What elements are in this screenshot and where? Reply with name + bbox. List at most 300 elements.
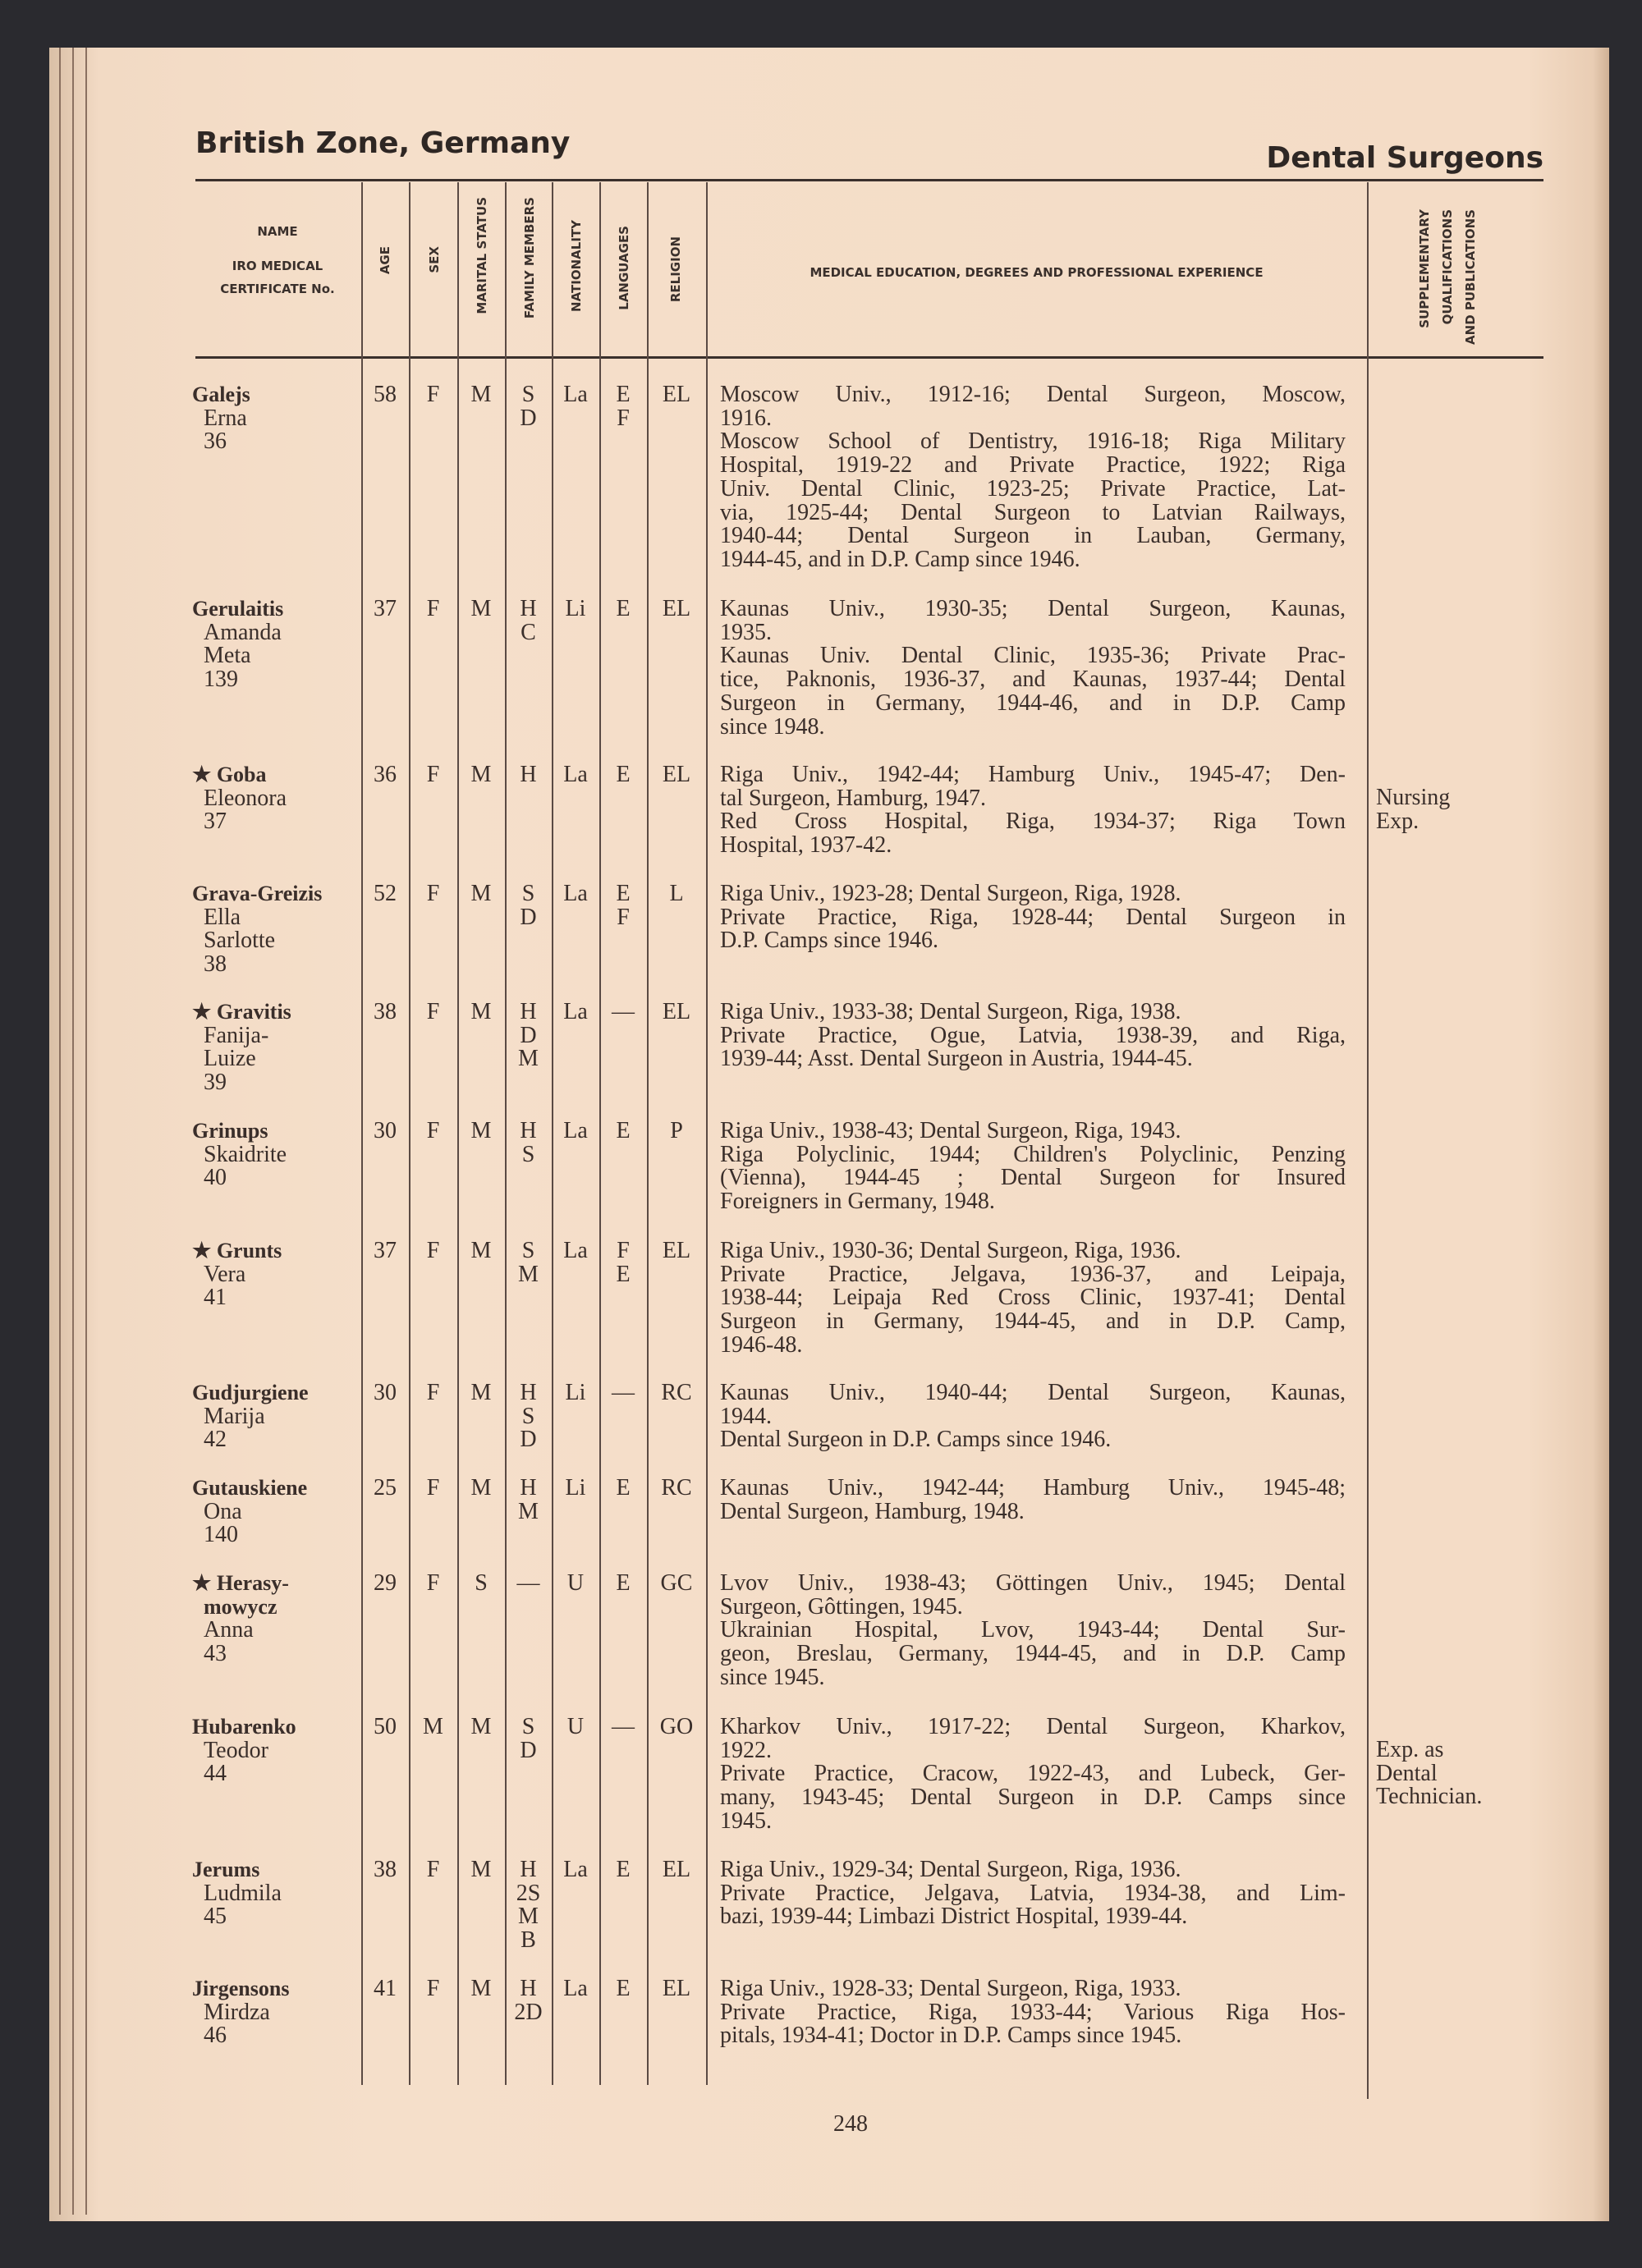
header-top-rule [195,179,1543,181]
sex-cell [409,383,457,407]
sex-cell [409,763,457,787]
religion-value: P [670,1118,683,1143]
nationality-value: Li [565,596,586,621]
experience-line: Private Practice, Jelgava, Latvia, 1934-38, and Lim- [720,1880,1346,1906]
name-cell [192,763,365,834]
family-cell [505,1858,552,1953]
name-cell [192,1716,365,1786]
supplementary-header-line-2: QUALIFICATIONS [1440,209,1455,325]
family-value: S [521,382,535,407]
experience-line: Riga Polyclinic, 1944; Children's Polyclinic, Penzing [720,1141,1346,1167]
given-name: Teodor [204,1737,268,1763]
age-cell [361,882,409,906]
languages-cell [599,763,647,787]
religion-cell [647,1977,706,2001]
sex-cell [409,1120,457,1143]
languages-value: E [616,1475,631,1501]
experience-paragraph [720,2001,1346,2048]
nationality-cell [552,598,599,621]
family-value: S [521,1714,535,1739]
given-name: Vera [204,1261,246,1287]
name-cell [192,1120,365,1190]
family-cell [505,598,552,644]
family-cell [505,1120,552,1166]
age-cell [361,1572,409,1596]
sex-value: F [426,596,440,621]
age-cell [361,383,409,407]
surname: Herasy- [216,1571,289,1595]
languages-value: E [616,762,631,787]
experience-line: (Vienna), 1944-45 ; Dental Surgeon for Insured [720,1165,1346,1191]
nationality-cell [552,763,599,787]
family-value: M [518,1498,539,1524]
age-value: 38 [374,999,397,1024]
age-cell [361,1120,409,1143]
experience-line: Kaunas Univ., 1930-35; Dental Surgeon, Kaunas, [720,596,1346,621]
languages-cell [599,383,647,430]
marital-cell [457,1977,505,2001]
nationality-value: La [563,1857,588,1882]
experience-paragraph [720,1001,1346,1024]
supplementary-header-line-1: SUPPLEMENTARY [1417,209,1432,328]
experience-line: Kaunas Univ., 1942-44; Hamburg Univ., 1945-48; [720,1475,1346,1501]
experience-cell [720,882,1346,953]
religion-cell [647,1716,706,1739]
languages-cell [599,1239,647,1286]
marital-cell [457,882,505,906]
star-icon: ★ [192,1239,217,1262]
family-value: S [521,881,535,906]
family-value: D [520,1427,537,1453]
languages-value: E [616,1570,631,1596]
surname: Grunts [216,1239,282,1262]
certificate-number: 44 [204,1761,227,1787]
marital-cell [457,1477,505,1501]
age-cell [361,1381,409,1405]
experience-line: 1916. [720,405,772,431]
religion-value: EL [662,596,691,621]
surname: mowycz [204,1594,277,1619]
languages-value: E [616,1118,631,1143]
marital-cell [457,1001,505,1024]
nationality-cell [552,1572,599,1596]
certificate-number: 42 [204,1427,227,1453]
experience-paragraph [720,383,1346,430]
star-icon: ★ [192,1571,217,1595]
age-value: 30 [374,1380,397,1405]
marital-cell [457,1572,505,1596]
supplementary-line: Technician. [1376,1784,1483,1810]
languages-value: E [616,1857,631,1882]
experience-line: since 1945. [720,1664,825,1690]
family-value: C [521,619,536,645]
experience-paragraph [720,1024,1346,1071]
experience-line: Riga Univ., 1928-33; Dental Surgeon, Riga, 1933. [720,1976,1181,2001]
surname: Jirgensons [192,1977,290,2000]
name-cell [192,1977,365,2048]
marital-cell [457,1716,505,1739]
experience-line: Riga Univ., 1923-28; Dental Surgeon, Riga, 1928. [720,881,1181,906]
languages-value: E [616,881,631,906]
family-value: H [520,1475,537,1501]
surname-line [192,763,365,787]
given-name: Fanija- [204,1022,269,1048]
nationality-cell [552,1120,599,1143]
sex-cell [409,1001,457,1024]
page-stack-edge [85,48,87,2215]
family-cell [505,1239,552,1286]
marital-cell [457,763,505,787]
surname: Gudjurgiene [192,1381,309,1404]
experience-paragraph [720,906,1346,953]
sex-cell [409,1239,457,1263]
marital-cell [457,1858,505,1882]
supplementary-line: Exp. [1376,808,1420,834]
name-cell [192,1381,365,1452]
religion-value: RC [661,1475,692,1501]
marital-cell [457,1120,505,1143]
experience-line: geon, Breslau, Germany, 1944-45, and in D.P. Camp [720,1641,1346,1667]
sex-cell [409,1477,457,1501]
given-name: Mirdza [204,1999,270,2025]
sex-column-header: SEX [427,246,442,273]
religion-value: EL [662,1238,691,1263]
family-value: D [520,405,537,431]
experience-cell [720,383,1346,572]
nationality-value: La [563,382,588,407]
marital-value: M [470,1976,492,2001]
sex-value: F [426,1238,440,1263]
experience-paragraph [720,882,1346,906]
nationality-cell [552,882,599,906]
religion-value: GC [660,1570,693,1596]
religion-value: GO [659,1714,694,1739]
experience-paragraph [720,1762,1346,1833]
family-value: 2D [514,1999,543,2025]
section-title: Dental Surgeons [1266,141,1543,175]
nationality-value: La [563,1118,588,1143]
given-name: Ella [204,904,241,930]
marital-value: M [470,999,492,1024]
nationality-value: La [563,999,588,1024]
religion-cell [647,1858,706,1882]
family-value: B [521,1927,536,1954]
marital-cell [457,383,505,407]
experience-cell [720,1977,1346,2048]
experience-line: Lvov Univ., 1938-43; Göttingen Univ., 1945; Dental [720,1570,1346,1596]
experience-line: Foreigners in Germany, 1948. [720,1189,995,1215]
sex-value: F [426,1118,440,1143]
sex-value: F [426,1570,440,1596]
religion-column-header: RELIGION [668,236,683,303]
experience-cell [720,598,1346,739]
religion-value: RC [661,1380,692,1405]
page-stack-edge [59,48,61,2215]
experience-cell [720,1001,1346,1071]
languages-cell [599,1120,647,1143]
nationality-value: La [563,881,588,906]
given-name: Marija [204,1403,265,1429]
experience-line: Hospital, 1919-22 and Private Practice, 1922; Riga [720,452,1346,479]
experience-line: Moscow Univ., 1912-16; Dental Surgeon, Moscow, [720,382,1346,407]
supplementary-header-line-3: AND PUBLICATIONS [1463,209,1478,345]
experience-line: 1939-44; Asst. Dental Surgeon in Austria, 1944-45. [720,1046,1193,1072]
experience-line: Riga Univ., 1938-43; Dental Surgeon, Riga, 1943. [720,1118,1181,1143]
experience-line: Riga Univ., 1942-44; Hamburg Univ., 1945-47; Den- [720,762,1346,787]
given-name: Luize [204,1046,256,1072]
surname: Galejs [192,383,250,406]
religion-value: EL [662,382,691,407]
languages-cell [599,1001,647,1024]
experience-line: Ukrainian Hospital, Lvov, 1943-44; Dental Sur- [720,1617,1346,1643]
age-cell [361,1858,409,1882]
nationality-cell [552,383,599,407]
family-value: D [520,1737,537,1763]
family-value: S [521,1403,535,1429]
experience-line: 1945. [720,1808,772,1834]
religion-value: EL [662,762,691,787]
experience-paragraph [720,1572,1346,1619]
family-value: D [520,904,537,930]
family-cell [505,1001,552,1071]
languages-cell [599,1381,647,1405]
nationality-value: Li [565,1475,586,1501]
certificate-number: 39 [204,1070,227,1096]
surname: Gerulaitis [192,597,284,621]
sex-value: F [426,1857,440,1882]
experience-paragraph [720,1120,1346,1143]
experience-line: 1938-44; Leipaja Red Cross Clinic, 1937-41; Dental [720,1285,1346,1311]
experience-paragraph [720,1143,1346,1214]
religion-cell [647,1001,706,1024]
family-value: S [521,1141,535,1167]
experience-paragraph [720,430,1346,571]
languages-value: E [616,596,631,621]
experience-line: Red Cross Hospital, Riga, 1934-37; Riga Town [720,809,1346,835]
name-cell [192,1239,365,1310]
marital-status-column-header: MARITAL STATUS [475,197,489,314]
name-cell [192,1001,365,1095]
experience-line: 1944. [720,1403,772,1429]
certificate-number: 36 [204,428,227,455]
religion-value: L [669,881,684,906]
given-name: Anna [204,1617,254,1643]
surname: Grava-Greizis [192,882,323,905]
experience-line: Riga Univ., 1933-38; Dental Surgeon, Riga, 1938. [720,999,1181,1024]
sex-value: F [426,1380,440,1405]
nationality-cell [552,1977,599,2001]
family-value: 2S [516,1880,541,1906]
name-column-header [195,220,360,300]
experience-cell [720,1120,1346,1214]
name-cell [192,1858,365,1929]
column-divider [1367,182,1369,2099]
nationality-value: U [566,1570,585,1596]
experience-line: Hospital, 1937-42. [720,832,892,859]
column-divider [706,182,708,2085]
supplementary-line: Dental [1376,1760,1438,1786]
family-value: M [518,1046,539,1072]
languages-cell [599,882,647,929]
name-cell [192,1477,365,1547]
family-cell [505,1381,552,1452]
marital-value: M [470,382,492,407]
languages-cell [599,1977,647,2001]
experience-cell [720,1381,1346,1452]
experience-paragraph [720,1977,1346,2001]
age-value: 38 [374,1857,397,1882]
languages-cell [599,1572,647,1596]
certificate-number: 140 [204,1522,238,1548]
marital-value: M [470,1714,492,1739]
marital-value: M [470,1380,492,1405]
family-value: H [520,1118,537,1143]
experience-paragraph [720,1239,1346,1263]
age-cell [361,763,409,787]
family-value: H [520,999,537,1024]
experience-paragraph [720,598,1346,644]
surname-line [192,1239,365,1263]
age-value: 50 [374,1714,397,1739]
religion-cell [647,763,706,787]
languages-value: F [617,1238,630,1263]
languages-value: — [612,1714,635,1739]
family-value: — [516,1570,540,1596]
experience-line: Private Practice, Cracow, 1922-43, and Lubeck, Ger- [720,1761,1346,1787]
nationality-cell [552,1239,599,1263]
experience-line: Moscow School of Dentistry, 1916-18; Riga Military [720,428,1346,455]
religion-cell [647,1477,706,1501]
marital-cell [457,1381,505,1405]
sex-value: F [426,999,440,1024]
family-value: M [518,1904,539,1930]
languages-value: E [616,382,631,407]
marital-value: M [470,596,492,621]
religion-value: EL [662,1857,691,1882]
age-value: 52 [374,881,397,906]
languages-value: — [612,999,635,1024]
sex-cell [409,1858,457,1882]
family-value: S [521,1238,535,1263]
experience-line: Surgeon in Germany, 1944-45, and in D.P. Camp, [720,1308,1346,1335]
marital-value: M [470,1238,492,1263]
age-value: 58 [374,382,397,407]
religion-value: EL [662,999,691,1024]
medical-experience-column-header: MEDICAL EDUCATION, DEGREES AND PROFESSIONAL EXPERIENCE [810,265,1264,280]
nationality-column-header: NATIONALITY [569,220,584,312]
marital-value: S [475,1570,488,1596]
experience-line: Riga Univ., 1930-36; Dental Surgeon, Riga, 1936. [720,1238,1181,1263]
family-value: H [520,1857,537,1882]
religion-cell [647,1120,706,1143]
experience-paragraph [720,1882,1346,1929]
nationality-value: Li [565,1380,586,1405]
languages-cell [599,1477,647,1501]
age-cell [361,598,409,621]
sex-value: M [423,1714,443,1739]
family-members-column-header: FAMILY MEMBERS [522,197,537,319]
given-name: Ludmila [204,1880,282,1906]
given-name: Sarlotte [204,928,276,954]
religion-cell [647,383,706,407]
page-stack-edge [72,48,74,2215]
nationality-cell [552,1477,599,1501]
given-name: Erna [204,405,247,431]
age-cell [361,1977,409,2001]
experience-cell [720,1239,1346,1358]
experience-line: Dental Surgeon in D.P. Camps since 1946. [720,1427,1112,1453]
supplementary-cell [1376,786,1540,833]
nationality-cell [552,1381,599,1405]
experience-paragraph [720,1619,1346,1689]
sex-cell [409,598,457,621]
nationality-value: La [563,762,588,787]
supplementary-cell [1376,1739,1540,1809]
age-cell [361,1477,409,1501]
certificate-number: 40 [204,1165,227,1191]
marital-value: M [470,1475,492,1501]
family-value: H [520,762,537,787]
experience-cell [720,763,1346,858]
experience-line: Surgeon, Gôttingen, 1945. [720,1593,963,1620]
religion-cell [647,598,706,621]
given-name: Skaidrite [204,1141,287,1167]
family-cell [505,1572,552,1596]
experience-line: many, 1943-45; Dental Surgeon in D.P. Camps since [720,1785,1346,1811]
languages-cell [599,598,647,621]
experience-line: Surgeon in Germany, 1944-46, and in D.P. Camp [720,690,1346,716]
sex-cell [409,1977,457,2001]
experience-line: via, 1925-44; Dental Surgeon to Latvian Railways, [720,499,1346,525]
religion-cell [647,1239,706,1263]
certificate-number: 37 [204,809,227,835]
experience-line: Private Practice, Riga, 1933-44; Various Riga Hos- [720,1999,1346,2025]
name-cell [192,1572,365,1666]
certificate-number: 41 [204,1285,227,1311]
nationality-cell [552,1001,599,1024]
experience-line: tice, Paknonis, 1936-37, and Kaunas, 1937-44; Dental [720,667,1346,693]
experience-paragraph [720,1716,1346,1762]
experience-line: Kaunas Univ., 1940-44; Dental Surgeon, Kaunas, [720,1380,1346,1405]
family-cell [505,882,552,929]
surname-line [192,1572,365,1596]
nationality-value: U [566,1714,585,1739]
sex-value: F [426,1976,440,2001]
age-cell [361,1239,409,1263]
surname: Gutauskiene [192,1476,308,1500]
experience-line: Private Practice, Ogue, Latvia, 1938-39, and Riga, [720,1022,1346,1048]
family-value: H [520,1380,537,1405]
star-icon: ★ [192,1000,217,1024]
family-cell [505,383,552,430]
sex-cell [409,1572,457,1596]
experience-line: Private Practice, Riga, 1928-44; Dental Surgeon in [720,904,1346,930]
zone-title: British Zone, Germany [195,126,571,160]
experience-paragraph [720,1381,1346,1428]
age-value: 41 [374,1976,397,2001]
marital-cell [457,598,505,621]
age-value: 25 [374,1475,397,1501]
experience-line: 1946-48. [720,1331,803,1358]
experience-paragraph [720,810,1346,857]
religion-cell [647,882,706,906]
experience-cell [720,1572,1346,1690]
experience-paragraph [720,1477,1346,1523]
sex-cell [409,1716,457,1739]
supplementary-line: Exp. as [1376,1737,1444,1762]
star-icon: ★ [192,763,217,786]
experience-line: since 1948. [720,713,825,740]
